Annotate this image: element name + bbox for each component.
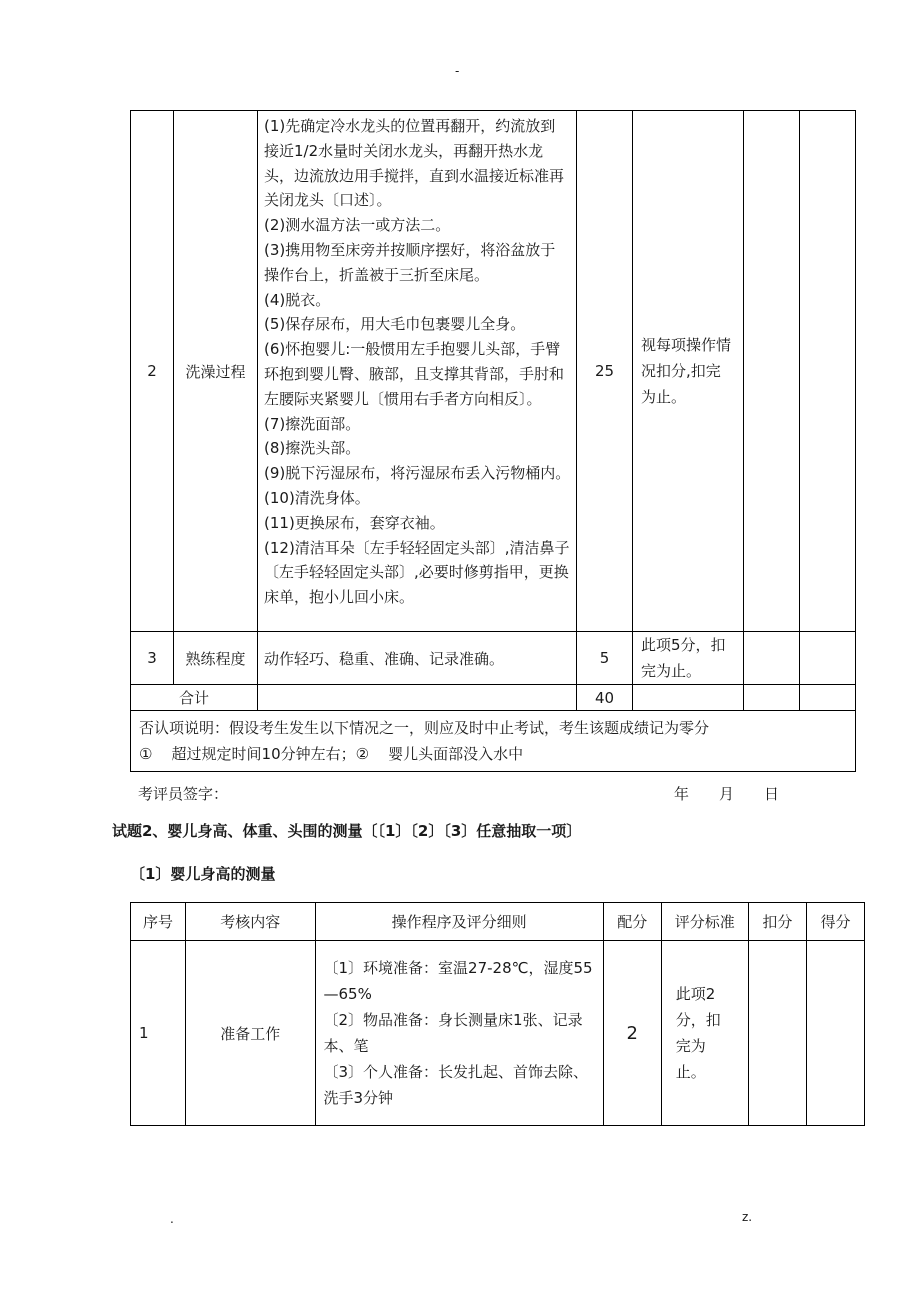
step-text: (11)更换尿布，套穿衣袖。 [264,513,445,532]
step-text: (3)携用物至床旁并按顺序摆好，将浴盆放于操作台上，折盖被于三折至床尾。 [264,240,556,284]
header-score: 得分 [806,903,864,941]
step-text: (2)测水温方法一或方法二。 [264,216,451,235]
header-points: 配分 [603,903,661,941]
deduction-cell [744,632,800,685]
year-label: 年 [674,785,690,803]
row-score: 2 [603,941,661,1126]
table-row [131,941,865,1126]
row-score: 25 [577,111,633,632]
step-text: 〔1〕环境准备：室温27-28℃，湿度55—65% [323,959,593,1003]
height-measurement-table [130,902,865,1126]
header-no: 序号 [131,903,186,941]
step-text: 〔3〕个人准备：长发扎起、首饰去除、洗手3分钟 [323,1063,589,1107]
examiner-signature-label: 考评员签字： [138,785,229,803]
total-standard-cell [633,685,744,711]
row-score: 5 [577,632,633,685]
row-standard: 视每项操作情况扣分,扣完为止。 [633,111,744,632]
step-text: (5)保存尿布，用大毛巾包裹婴儿全身。 [264,315,526,334]
header-item: 考核内容 [185,903,315,941]
step-text: 〔2〕物品准备：身长测量床1张、记录本、笔 [323,1011,583,1055]
month-label: 月 [719,785,735,803]
total-score: 40 [577,685,633,711]
step-text: (7)擦洗面部。 [264,414,361,433]
day-label: 日 [764,785,780,803]
row-standard: 此项2分，扣完为止。 [661,941,748,1126]
header-procedure: 操作程序及评分细则 [315,903,603,941]
header-standard: 评分标准 [661,903,748,941]
step-text: (10)清洗身体。 [264,488,370,507]
row-standard: 此项5分，扣完为止。 [633,632,744,685]
scoring-table-continued [130,110,856,772]
row-no: 1 [131,941,186,1126]
header-mark: - [455,64,460,78]
bathing-steps [258,111,577,632]
footer-left-mark: . [170,1212,174,1226]
total-content-cell [258,685,577,711]
veto-line-2: ① 超过规定时间10分钟左右；② 婴儿头面部没入水中 [139,745,524,763]
question-title: 试题2、婴儿身高、体重、头围的测量〔〔1〕〔2〕〔3〕任意抽取一项〕 [112,822,582,840]
preparation-steps [315,941,603,1126]
step-text: (12)清洁耳朵〔左手轻轻固定头部〕,清洁鼻子〔左手轻轻固定头部〕,必要时修剪指甲，更换床单，抱小儿回小床。 [264,538,570,607]
row-content: 动作轻巧、稳重、准确、记录准确。 [258,632,577,685]
table-row [131,632,856,685]
step-text: (1)先确定冷水龙头的位置再翻开，约流放到接近1/2水量时关闭水龙头，再翻开热水龙头，边流放边用手搅拌，直到水温接近标准再关闭龙头〔口述〕。 [264,117,565,210]
score-cell [800,632,856,685]
row-item: 熟练程度 [174,632,258,685]
section-title: 〔1〕婴儿身高的测量 [130,865,276,883]
step-text: (8)擦洗头部。 [264,439,361,458]
score-cell [806,941,864,1126]
footer-right-mark: z. [742,1210,753,1224]
table-header-row [131,903,865,941]
step-text: (4)脱衣。 [264,290,331,309]
row-item: 洗澡过程 [174,111,258,632]
veto-line-1: 否认项说明：假设考生发生以下情况之一，则应及时中止考试，考生该题成绩记为零分 [139,719,710,737]
row-no: 2 [131,111,174,632]
step-text: (9)脱下污湿尿布，将污湿尿布丢入污物桶内。 [264,464,570,483]
total-row [131,685,856,711]
score-cell [800,685,856,711]
deduction-cell [748,941,806,1126]
row-item: 准备工作 [185,941,315,1126]
deduction-cell [744,111,800,632]
score-cell [800,111,856,632]
table-row [131,111,856,632]
row-no: 3 [131,632,174,685]
header-deduction: 扣分 [748,903,806,941]
veto-note [131,711,856,772]
veto-row [131,711,856,772]
total-label: 合计 [131,685,258,711]
deduction-cell [744,685,800,711]
signature-date [674,783,779,804]
step-text: (6)怀抱婴儿:一般惯用左手抱婴儿头部，手臂环抱到婴儿臀、腋部，且支撑其背部，手肘和左腰际夹紧婴儿〔惯用右手者方向相反〕。 [264,340,565,408]
